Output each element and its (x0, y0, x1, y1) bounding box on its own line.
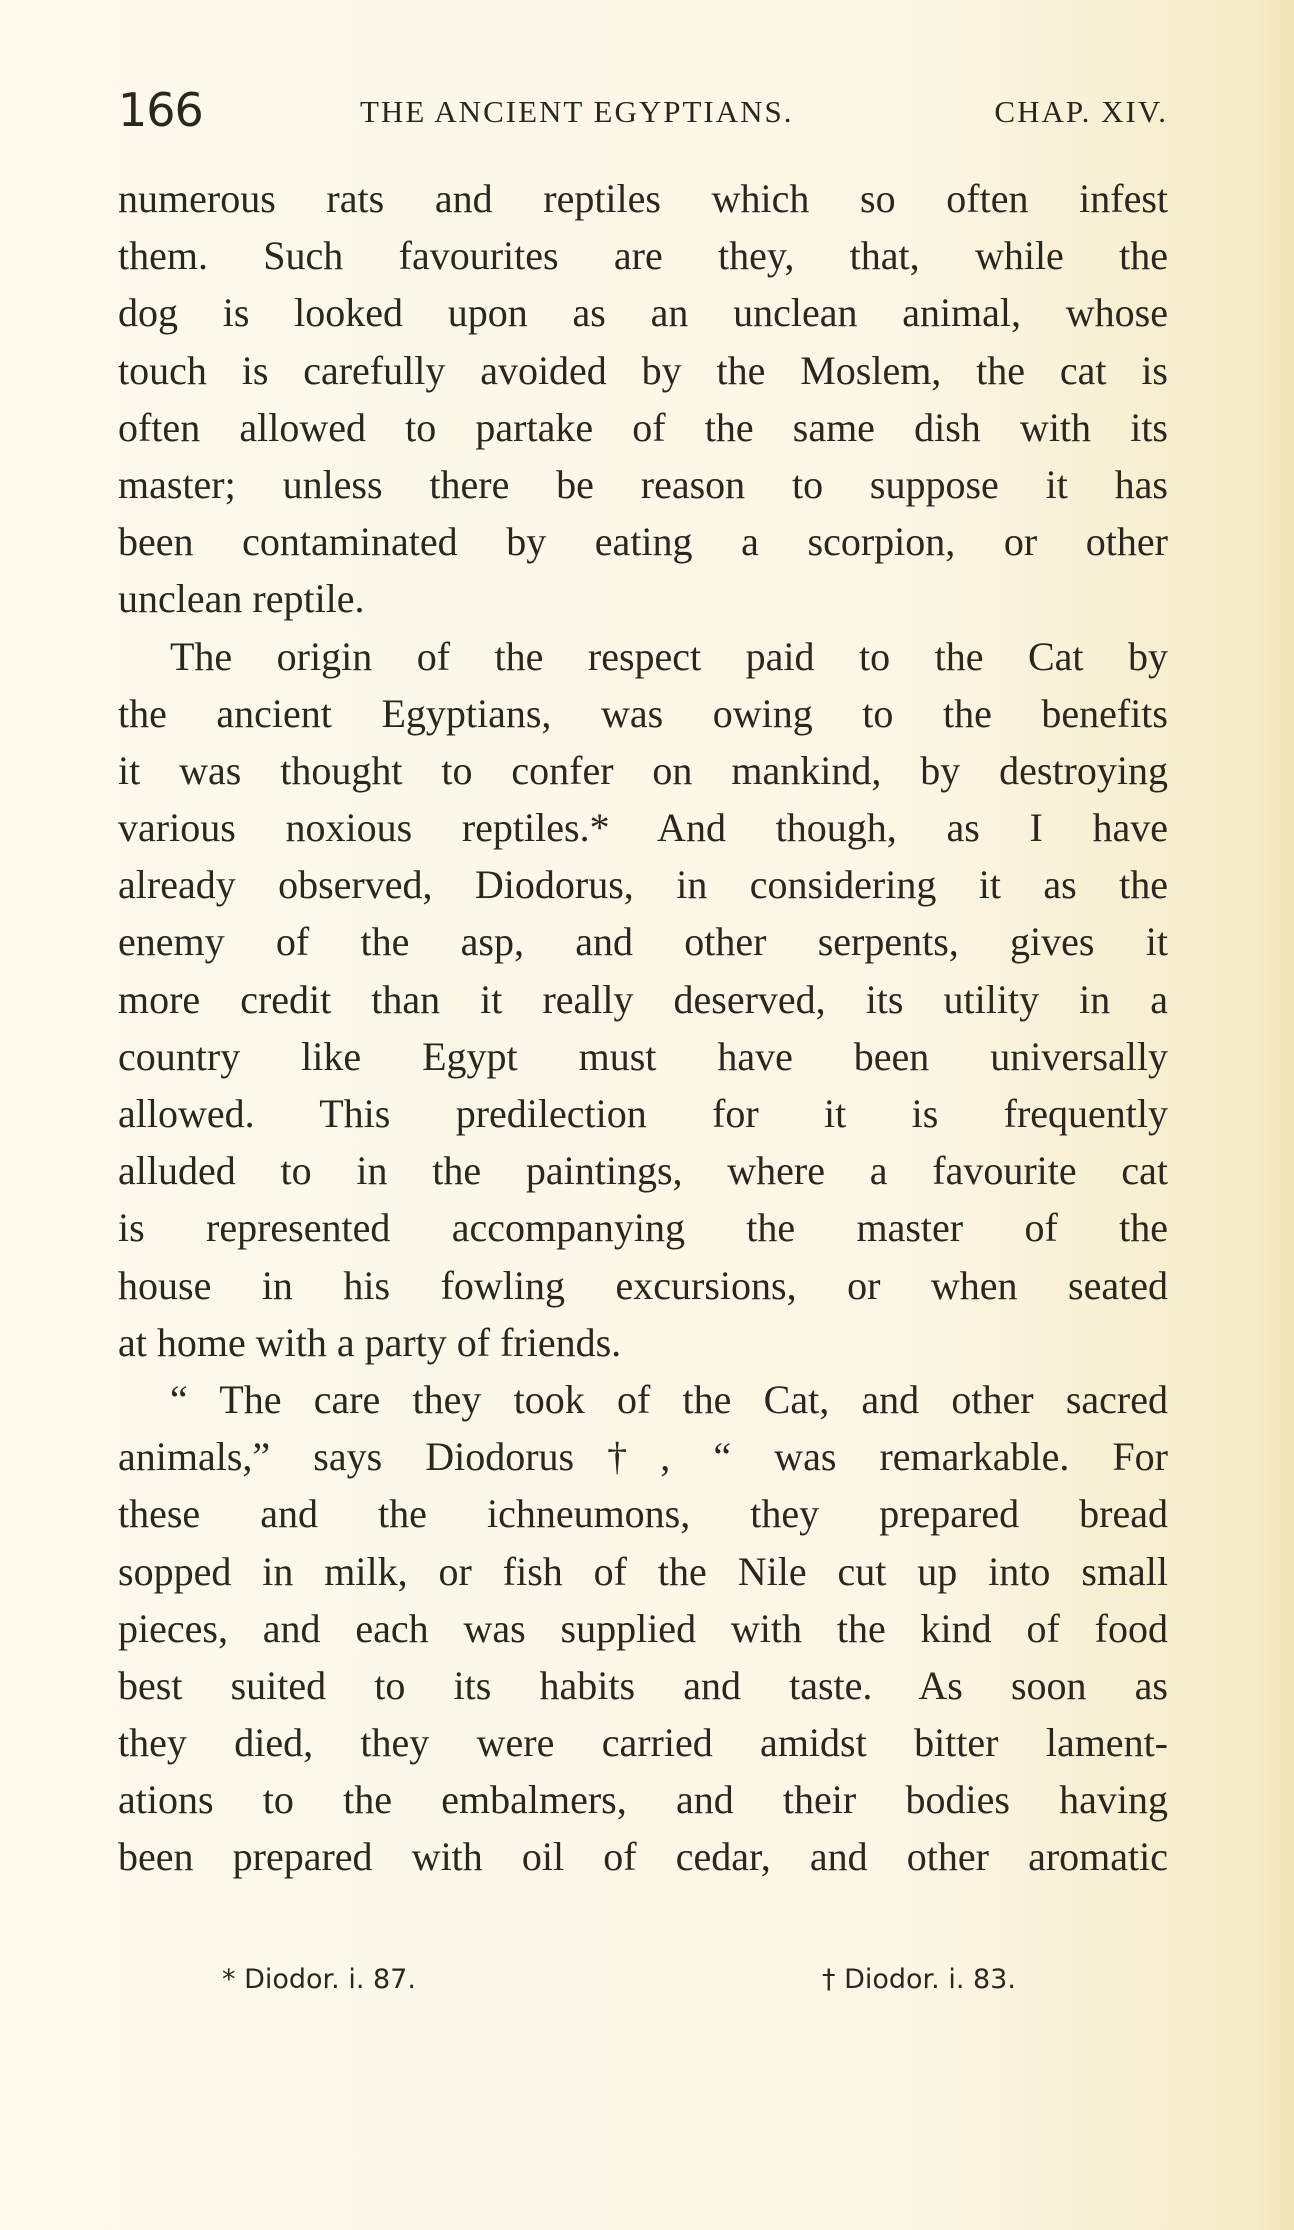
footnotes (0, 1960, 1294, 2000)
text-line: more credit than it really deserved, its utility in a (118, 976, 1168, 1022)
page-number: 166 (118, 83, 203, 137)
text-line: various noxious reptiles.* And though, as I have (118, 805, 1168, 851)
text-line: best suited to its habits and taste. As soon as (118, 1662, 1168, 1708)
text-line: often allowed to partake of the same dish with its (118, 404, 1168, 450)
text-line: been contaminated by eating a scorpion, or other (118, 519, 1168, 565)
text-line: country like Egypt must have been universally (118, 1033, 1168, 1079)
text-line: it was thought to confer on mankind, by destroying (118, 747, 1168, 793)
text-line: master; unless there be reason to suppose it has (118, 461, 1168, 507)
text-line: “ The care they took of the Cat, and other sacred (170, 1376, 1168, 1422)
text-line: animals,” says Diodorus†, “ was remarkable. For (118, 1434, 1168, 1480)
text-line: numerous rats and reptiles which so often infest (118, 176, 1168, 221)
text-line: allowed. This predilection for it is frequently (118, 1091, 1168, 1136)
text-line: pieces, and each was supplied with the kind of food (118, 1605, 1168, 1651)
running-head (118, 80, 1168, 140)
text-line: they died, they were carried amidst bitter lament- (118, 1720, 1168, 1766)
footnote-1: * Diodor. i. 87. (222, 1964, 416, 1995)
text-line: the ancient Egyptians, was owing to the benefits (118, 690, 1168, 736)
text-line: The origin of the respect paid to the Cat by (170, 633, 1168, 679)
text-line: already observed, Diodorus, in considering it as the (118, 862, 1168, 908)
text-line: house in his fowling excursions, or when seated (118, 1262, 1168, 1308)
text-line: these and the ichneumons, they prepared bread (118, 1491, 1168, 1537)
text-line: touch is carefully avoided by the Moslem, the cat is (118, 347, 1168, 393)
chapter-label: CHAP. XIV. (994, 94, 1168, 129)
text-line: sopped in milk, or fish of the Nile cut up into small (118, 1548, 1168, 1594)
text-line: enemy of the asp, and other serpents, gives it (118, 919, 1168, 965)
text-line: is represented accompanying the master of the (118, 1205, 1168, 1251)
footnote-2: † Diodor. i. 83. (822, 1964, 1016, 1995)
text-line: alluded to in the paintings, where a favourite cat (118, 1148, 1168, 1194)
body-text (118, 170, 1168, 1886)
running-title: THE ANCIENT EGYPTIANS. (360, 94, 794, 129)
text-line: at home with a party of friends. (118, 1319, 622, 1365)
text-line: dog is looked upon as an unclean animal, whose (118, 290, 1168, 336)
text-line: them. Such favourites are they, that, while the (118, 233, 1168, 279)
text-line: unclean reptile. (118, 576, 365, 622)
text-line: ations to the embalmers, and their bodies having (118, 1777, 1168, 1823)
text-line: been prepared with oil of cedar, and other aromatic (118, 1834, 1168, 1880)
